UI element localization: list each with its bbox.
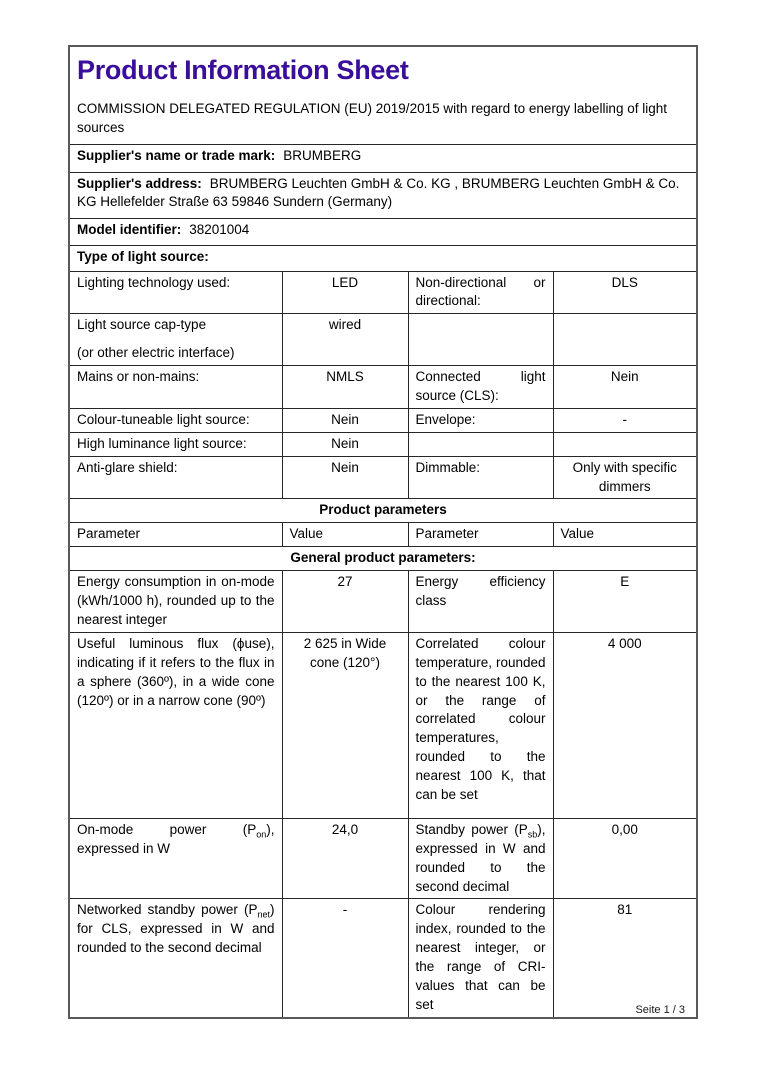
param-mains: Mains or non-mains: xyxy=(69,366,282,409)
type-of-light-source-heading: Type of light source: xyxy=(69,245,697,271)
param-text-segment: Standby power (P xyxy=(415,821,528,837)
value-dimmable: Only with specific dimmers xyxy=(553,456,697,499)
model-identifier-value: 38201004 xyxy=(189,221,250,237)
param-correlated-colour-temperature: Correlated colour temperature, rounded to the nearest 100 K, or the range of correlated colour temperatures, rounded to the nearest 100 K, that can be set xyxy=(408,632,553,818)
param-subscript: net xyxy=(257,910,270,921)
value-lighting-technology: LED xyxy=(282,271,408,314)
product-information-table xyxy=(68,45,698,1019)
column-header-row xyxy=(69,523,697,547)
supplier-address-cell xyxy=(69,172,697,218)
value-empty xyxy=(553,314,697,366)
param-cap-type xyxy=(69,314,282,366)
value-cap-type: wired xyxy=(282,314,408,366)
param-text-segment: On-mode power (P xyxy=(77,821,257,837)
value-useful-luminous-flux: 2 625 in Wide cone (120°) xyxy=(282,632,408,818)
table-row xyxy=(69,632,697,818)
column-header-value-2: Value xyxy=(553,523,697,547)
param-on-mode-power xyxy=(69,818,282,899)
param-colour-tuneable: Colour-tuneable light source: xyxy=(69,408,282,432)
value-on-mode-power: 24,0 xyxy=(282,818,408,899)
param-subscript: sb xyxy=(527,829,538,840)
column-header-parameter-1: Parameter xyxy=(69,523,282,547)
value-energy-consumption: 27 xyxy=(282,571,408,633)
value-mains: NMLS xyxy=(282,366,408,409)
value-anti-glare-shield: Nein xyxy=(282,456,408,499)
table-row xyxy=(69,366,697,409)
param-colour-rendering-index: Colour rendering index, rounded to the nearest integer, or the range of CRI-values that can be set xyxy=(408,899,553,1018)
param-empty xyxy=(408,314,553,366)
value-envelope: - xyxy=(553,408,697,432)
value-energy-efficiency-class: E xyxy=(553,571,697,633)
param-cap-type-line2: (or other electric interface) xyxy=(77,345,235,361)
param-text-segment: ) for CLS, expressed in W and rounded to the second decimal xyxy=(77,902,275,956)
table-row xyxy=(69,271,697,314)
page-title: Product Information Sheet xyxy=(77,55,409,85)
value-high-luminance: Nein xyxy=(282,432,408,456)
value-colour-tuneable: Nein xyxy=(282,408,408,432)
param-useful-luminous-flux: Useful luminous flux (ϕuse), indicating if it refers to the flux in a sphere (360º), in a wide cone (120º) or in a narrow cone (90º) xyxy=(69,632,282,818)
param-directional: Non-directional or directional: xyxy=(408,271,553,314)
column-header-value-1: Value xyxy=(282,523,408,547)
value-directional: DLS xyxy=(553,271,697,314)
table-row xyxy=(69,314,697,366)
supplier-address-label: Supplier's address: xyxy=(77,175,202,191)
supplier-name-label: Supplier's name or trade mark: xyxy=(77,147,276,163)
param-standby-power xyxy=(408,818,553,899)
section-subheading-row xyxy=(69,547,697,571)
param-text-segment: Networked standby power (P xyxy=(77,902,258,918)
param-energy-consumption: Energy consumption in on-mode (kWh/1000 h), rounded up to the nearest integer xyxy=(69,571,282,633)
value-colour-rendering-index: 81 xyxy=(553,899,697,1018)
section-heading-row xyxy=(69,499,697,523)
table-row xyxy=(69,571,697,633)
param-high-luminance: High luminance light source: xyxy=(69,432,282,456)
param-empty xyxy=(408,432,553,456)
table-row xyxy=(69,899,697,1018)
table-row xyxy=(69,408,697,432)
param-cap-type-line1: Light source cap-type xyxy=(77,317,207,333)
value-empty xyxy=(553,432,697,456)
param-connected-light-source: Connected light source (CLS): xyxy=(408,366,553,409)
value-standby-power: 0,00 xyxy=(553,818,697,899)
param-anti-glare-shield: Anti-glare shield: xyxy=(69,456,282,499)
param-lighting-technology: Lighting technology used: xyxy=(69,271,282,314)
model-identifier-row xyxy=(69,218,697,245)
table-row xyxy=(69,432,697,456)
param-text-segment: ), expressed in W and rounded to the second decimal xyxy=(415,821,546,894)
product-parameters-heading: Product parameters xyxy=(69,499,697,523)
table-row xyxy=(69,818,697,899)
general-product-parameters-heading: General product parameters: xyxy=(69,547,697,571)
model-identifier-label: Model identifier: xyxy=(77,221,182,237)
column-header-parameter-2: Parameter xyxy=(408,523,553,547)
param-energy-efficiency-class: Energy efficiency class xyxy=(408,571,553,633)
title-row xyxy=(69,46,697,144)
page-number: Seite 1 / 3 xyxy=(635,1004,685,1016)
param-networked-standby-power xyxy=(69,899,282,1018)
supplier-address-value: BRUMBERG Leuchten GmbH & Co. KG , BRUMBERG Leuchten GmbH & Co. KG Hellefelder Straße 63 59846 Sundern (Germany) xyxy=(77,175,680,210)
value-networked-standby-power: - xyxy=(282,899,408,1018)
param-subscript: on xyxy=(256,829,267,840)
value-connected-light-source: Nein xyxy=(553,366,697,409)
param-dimmable: Dimmable: xyxy=(408,456,553,499)
param-text-segment: ), expressed in W xyxy=(77,821,275,856)
supplier-name-cell xyxy=(69,144,697,172)
regulation-subtitle: COMMISSION DELEGATED REGULATION (EU) 2019/2015 with regard to energy labelling of light sources xyxy=(77,100,667,135)
type-heading-row xyxy=(69,245,697,271)
value-correlated-colour-temperature: 4 000 xyxy=(553,632,697,818)
model-identifier-cell xyxy=(69,218,697,245)
supplier-name-row xyxy=(69,144,697,172)
supplier-name-value: BRUMBERG xyxy=(283,147,362,163)
title-cell xyxy=(69,46,697,144)
param-envelope: Envelope: xyxy=(408,408,553,432)
supplier-address-row xyxy=(69,172,697,218)
table-row xyxy=(69,456,697,499)
